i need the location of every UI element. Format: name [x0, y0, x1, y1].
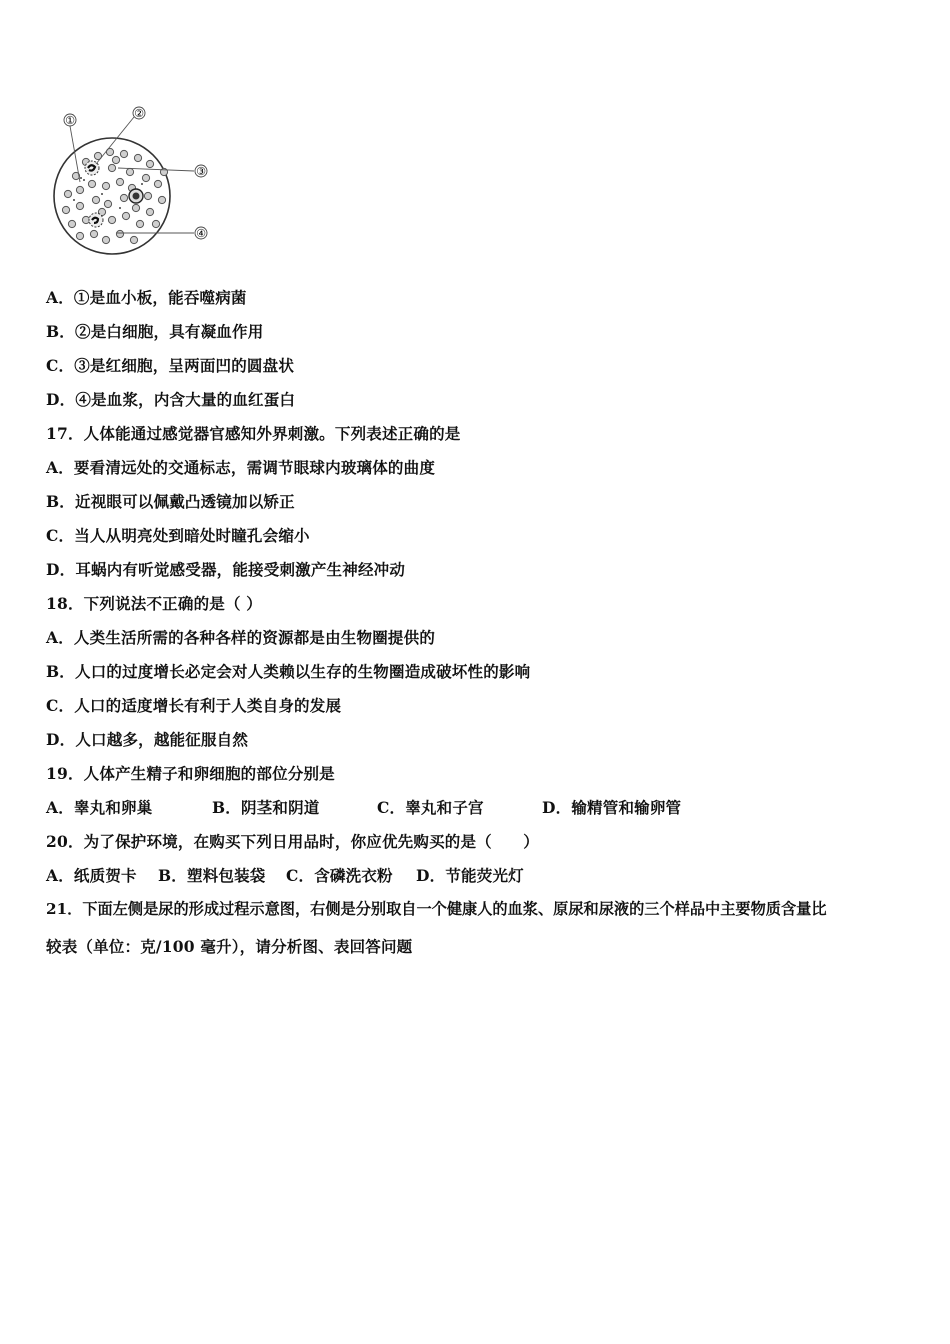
q19-option-d: D．输精管和输卵管 — [542, 798, 682, 817]
q19-stem: 19．人体产生精子和卵细胞的部位分别是 — [46, 764, 335, 783]
q20-option-d: D．节能荧光灯 — [416, 866, 524, 885]
q19-options-row — [46, 796, 681, 818]
q19-option-a: A．睾丸和卵巢 — [46, 798, 153, 817]
q17-option-a: A．要看清远处的交通标志，需调节眼球内玻璃体的曲度 — [46, 458, 436, 477]
q19-option-b: B．阴茎和阴道 — [212, 798, 320, 817]
q20-options-row — [46, 864, 524, 886]
q20-option-a: A．纸质贺卡 — [46, 866, 137, 885]
blood-smear-diagram — [46, 100, 216, 260]
q17-option-b: B．近视眼可以佩戴凸透镜加以矫正 — [46, 492, 295, 511]
q18-stem: 18．下列说法不正确的是（ ） — [46, 594, 262, 613]
q18-option-c: C．人口的适度增长有利于人类自身的发展 — [46, 696, 342, 715]
q21-stem-line2: 较表（单位：克/100 毫升），请分析图、表回答问题 — [46, 937, 413, 956]
q16-option-c: C．③是红细胞，呈两面凹的圆盘状 — [46, 356, 295, 375]
q17-stem: 17．人体能通过感觉器官感知外界刺激。下列表述正确的是 — [46, 424, 461, 443]
q18-option-b: B．人口的过度增长必定会对人类赖以生存的生物圈造成破坏性的影响 — [46, 662, 531, 681]
q19-option-c: C．睾丸和子宫 — [377, 798, 484, 817]
q18-option-d: D．人口越多，越能征服自然 — [46, 730, 249, 749]
q21-stem-line1: 21．下面左侧是尿的形成过程示意图，右侧是分别取自一个健康人的血浆、原尿和尿液的三个样品中主要物质含量比 — [46, 900, 827, 918]
q20-option-c: C．含磷洗衣粉 — [286, 866, 393, 885]
q18-option-a: A．人类生活所需的各种各样的资源都是由生物圈提供的 — [46, 628, 436, 647]
q16-option-d: D．④是血浆，内含大量的血红蛋白 — [46, 390, 296, 409]
q20-option-b: B．塑料包装袋 — [158, 866, 266, 885]
blood-smear-figure — [46, 100, 216, 260]
label-4: ④ — [196, 227, 206, 240]
label-1: ① — [65, 114, 75, 127]
q16-option-a: A．①是血小板，能吞噬病菌 — [46, 288, 247, 307]
q16-option-b: B．②是白细胞，具有凝血作用 — [46, 322, 264, 341]
label-2: ② — [134, 107, 144, 120]
white-blood-cell — [89, 213, 103, 227]
q17-option-d: D．耳蜗内有听觉感受器，能接受刺激产生神经冲动 — [46, 560, 406, 579]
q17-option-c: C．当人从明亮处到暗处时瞳孔会缩小 — [46, 526, 310, 545]
label-3: ③ — [196, 165, 206, 178]
q20-stem: 20．为了保护环境，在购买下列日用品时，你应优先购买的是（ ） — [46, 832, 539, 851]
